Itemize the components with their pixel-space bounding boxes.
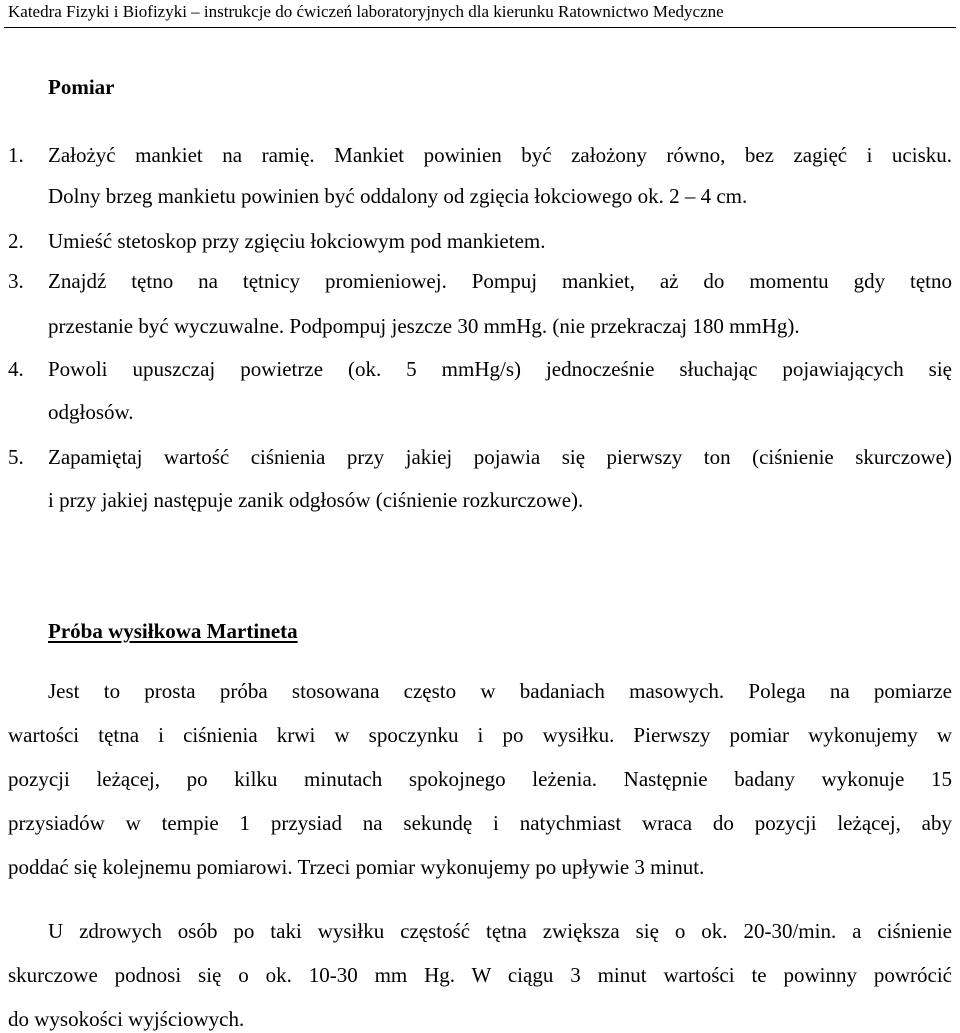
item-line: Umieść stetoskop przy zgięciu łokciowym pod mankietem. bbox=[48, 229, 546, 253]
item-number: 5. bbox=[8, 445, 24, 469]
paragraph-line: Jest to prosta próba stosowana często w badaniach masowych. Polega na pomiarze bbox=[48, 679, 952, 703]
header-rule bbox=[4, 27, 956, 28]
heading-proba: Próba wysiłkowa Martineta bbox=[48, 619, 298, 643]
item-number: 4. bbox=[8, 357, 24, 381]
paragraph-line: U zdrowych osób po taki wysiłku częstość tętna zwiększa się o ok. 20-30/min. a ciśnienie bbox=[48, 919, 952, 943]
item-line: i przy jakiej następuje zanik odgłosów (ciśnienie rozkurczowe). bbox=[48, 488, 584, 512]
item-line: Zapamiętaj wartość ciśnienia przy jakiej pojawia się pierwszy ton (ciśnienie skurczowe) bbox=[48, 445, 952, 469]
paragraph-line: poddać się kolejnemu pomiarowi. Trzeci pomiar wykonujemy po upływie 3 minut. bbox=[8, 855, 705, 879]
page-header: Katedra Fizyki i Biofizyki – instrukcje do ćwiczeń laboratoryjnych dla kierunku Ratownictwo Medyczne bbox=[8, 2, 724, 21]
item-line: Założyć mankiet na ramię. Mankiet powinien być założony równo, bez zagięć i ucisku. bbox=[48, 143, 952, 167]
paragraph-line: do wysokości wyjściowych. bbox=[8, 1007, 245, 1031]
item-number: 2. bbox=[8, 229, 24, 253]
paragraph-line: pozycji leżącej, po kilku minutach spokojnego leżenia. Następnie badany wykonuje 15 bbox=[8, 767, 952, 791]
paragraph-line: wartości tętna i ciśnienia krwi w spoczynku i po wysiłku. Pierwszy pomiar wykonujemy w bbox=[8, 723, 952, 747]
paragraph-line: skurczowe podnosi się o ok. 10-30 mm Hg. W ciągu 3 minut wartości te powinny powrócić bbox=[8, 963, 952, 987]
item-line: Powoli upuszczaj powietrze (ok. 5 mmHg/s) jednocześnie słuchając pojawiających się bbox=[48, 357, 952, 381]
paragraph-line: przysiadów w tempie 1 przysiad na sekundę i natychmiast wraca do pozycji leżącej, aby bbox=[8, 811, 952, 835]
item-line: odgłosów. bbox=[48, 400, 134, 424]
heading-pomiar: Pomiar bbox=[48, 75, 115, 99]
item-number: 1. bbox=[8, 143, 24, 167]
item-line: Dolny brzeg mankietu powinien być oddalony od zgięcia łokciowego ok. 2 – 4 cm. bbox=[48, 184, 748, 208]
item-line: Znajdź tętno na tętnicy promieniowej. Pompuj mankiet, aż do momentu gdy tętno bbox=[48, 269, 952, 293]
item-line: przestanie być wyczuwalne. Podpompuj jeszcze 30 mmHg. (nie przekraczaj 180 mmHg). bbox=[48, 314, 800, 338]
item-number: 3. bbox=[8, 269, 24, 293]
